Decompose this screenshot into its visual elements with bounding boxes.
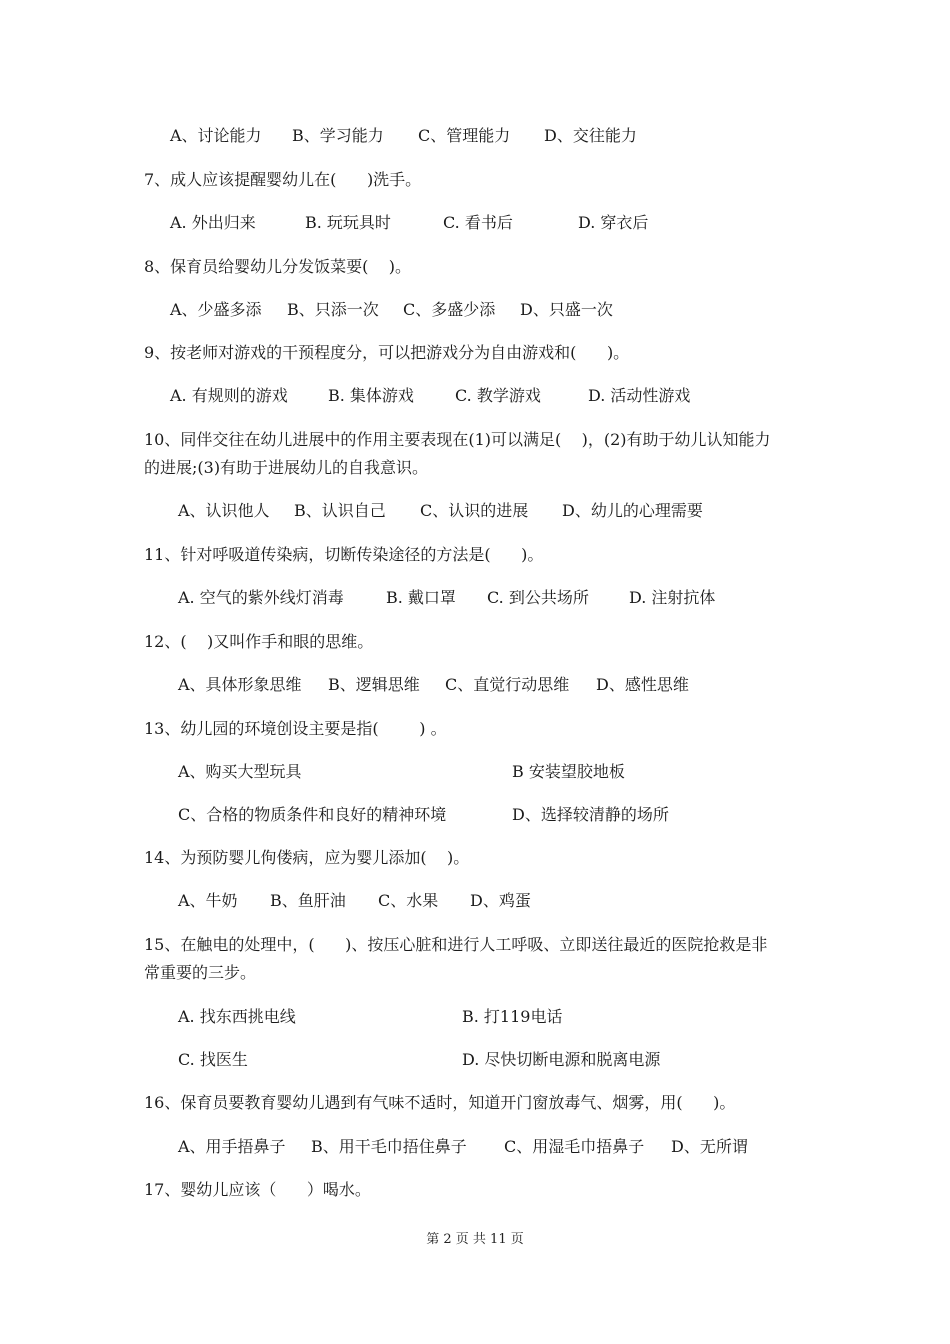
option-d: D. 尽快切断电源和脱离电源 xyxy=(462,1050,661,1069)
option-c: C、直觉行动思维 xyxy=(445,675,570,694)
option-a: A、购买大型玩具 xyxy=(178,762,302,781)
question-text-line-1: 15、在触电的处理中，( )、按压心脏和进行人工呼吸、立即送往最近的医院抢救是非 xyxy=(144,935,768,954)
page-footer: 第 2 页 共 11 页 xyxy=(426,1232,524,1247)
option-c: C. 教学游戏 xyxy=(455,386,541,405)
option-c: C. 找医生 xyxy=(178,1050,248,1069)
question-text: 13、幼儿园的环境创设主要是指( ) 。 xyxy=(144,719,447,738)
question-text: 12、( )又叫作手和眼的思维。 xyxy=(144,632,374,651)
question-text: 17、婴幼儿应该（ ）喝水。 xyxy=(144,1180,371,1199)
option-a: A、认识他人 xyxy=(178,501,270,520)
option-d: D、选择较清静的场所 xyxy=(512,805,669,824)
question-text: 16、保育员要教育婴幼儿遇到有气味不适时，知道开门窗放毒气、烟雾，用( )。 xyxy=(144,1093,736,1112)
option-b: B. 集体游戏 xyxy=(328,386,414,405)
question-text: 14、为预防婴儿佝偻病，应为婴儿添加( )。 xyxy=(144,848,470,867)
option-b: B、认识自己 xyxy=(294,501,386,520)
option-b: B 安装望胶地板 xyxy=(512,762,625,781)
option-a: A. 空气的紫外线灯消毒 xyxy=(178,588,344,607)
option-a: A、具体形象思维 xyxy=(178,675,302,694)
option-b: B、学习能力 xyxy=(292,126,384,145)
question-text: 7、成人应该提醒婴幼儿在( )洗手。 xyxy=(144,170,422,189)
question-text-line-2: 常重要的三步。 xyxy=(144,963,257,982)
option-d: D. 活动性游戏 xyxy=(588,386,691,405)
option-c: C、认识的进展 xyxy=(420,501,529,520)
option-c: C、用湿毛巾捂鼻子 xyxy=(504,1137,645,1156)
option-a: A. 找东西挑电线 xyxy=(178,1007,296,1026)
option-d: D、交往能力 xyxy=(544,126,637,145)
option-d: D、只盛一次 xyxy=(520,300,613,319)
question-text: 8、保育员给婴幼儿分发饭菜要( )。 xyxy=(144,257,412,276)
option-a: A、牛奶 xyxy=(178,891,238,910)
option-c: C、管理能力 xyxy=(418,126,511,145)
option-c: C. 看书后 xyxy=(443,213,513,232)
option-b: B. 打119电话 xyxy=(462,1007,563,1026)
option-d: D、鸡蛋 xyxy=(470,891,531,910)
option-b: B. 戴口罩 xyxy=(386,588,456,607)
option-a: A、用手捂鼻子 xyxy=(178,1137,286,1156)
option-b: B、用干毛巾捂住鼻子 xyxy=(311,1137,467,1156)
option-a: A、讨论能力 xyxy=(170,126,262,145)
option-d: D. 穿衣后 xyxy=(578,213,649,232)
question-text-line-1: 10、同伴交往在幼儿进展中的作用主要表现在(1)可以满足( )，(2)有助于幼儿认知能力 xyxy=(144,430,771,449)
option-a: A. 有规则的游戏 xyxy=(170,386,288,405)
option-b: B. 玩玩具时 xyxy=(305,213,391,232)
question-text: 9、按老师对游戏的干预程度分，可以把游戏分为自由游戏和( )。 xyxy=(144,343,630,362)
option-c: C. 到公共场所 xyxy=(487,588,589,607)
option-c: C、合格的物质条件和良好的精神环境 xyxy=(178,805,447,824)
option-d: D、幼儿的心理需要 xyxy=(562,501,703,520)
option-c: C、多盛少添 xyxy=(403,300,496,319)
option-b: B、逻辑思维 xyxy=(328,675,420,694)
option-d: D、无所谓 xyxy=(671,1137,748,1156)
option-d: D. 注射抗体 xyxy=(629,588,716,607)
option-a: A、少盛多添 xyxy=(170,300,262,319)
option-a: A. 外出归来 xyxy=(170,213,256,232)
option-d: D、感性思维 xyxy=(596,675,689,694)
option-b: B、鱼肝油 xyxy=(270,891,346,910)
question-text: 11、针对呼吸道传染病，切断传染途径的方法是( )。 xyxy=(144,545,544,564)
option-b: B、只添一次 xyxy=(287,300,379,319)
question-text-line-2: 的进展;(3)有助于进展幼儿的自我意识。 xyxy=(144,458,429,477)
option-c: C、水果 xyxy=(378,891,439,910)
